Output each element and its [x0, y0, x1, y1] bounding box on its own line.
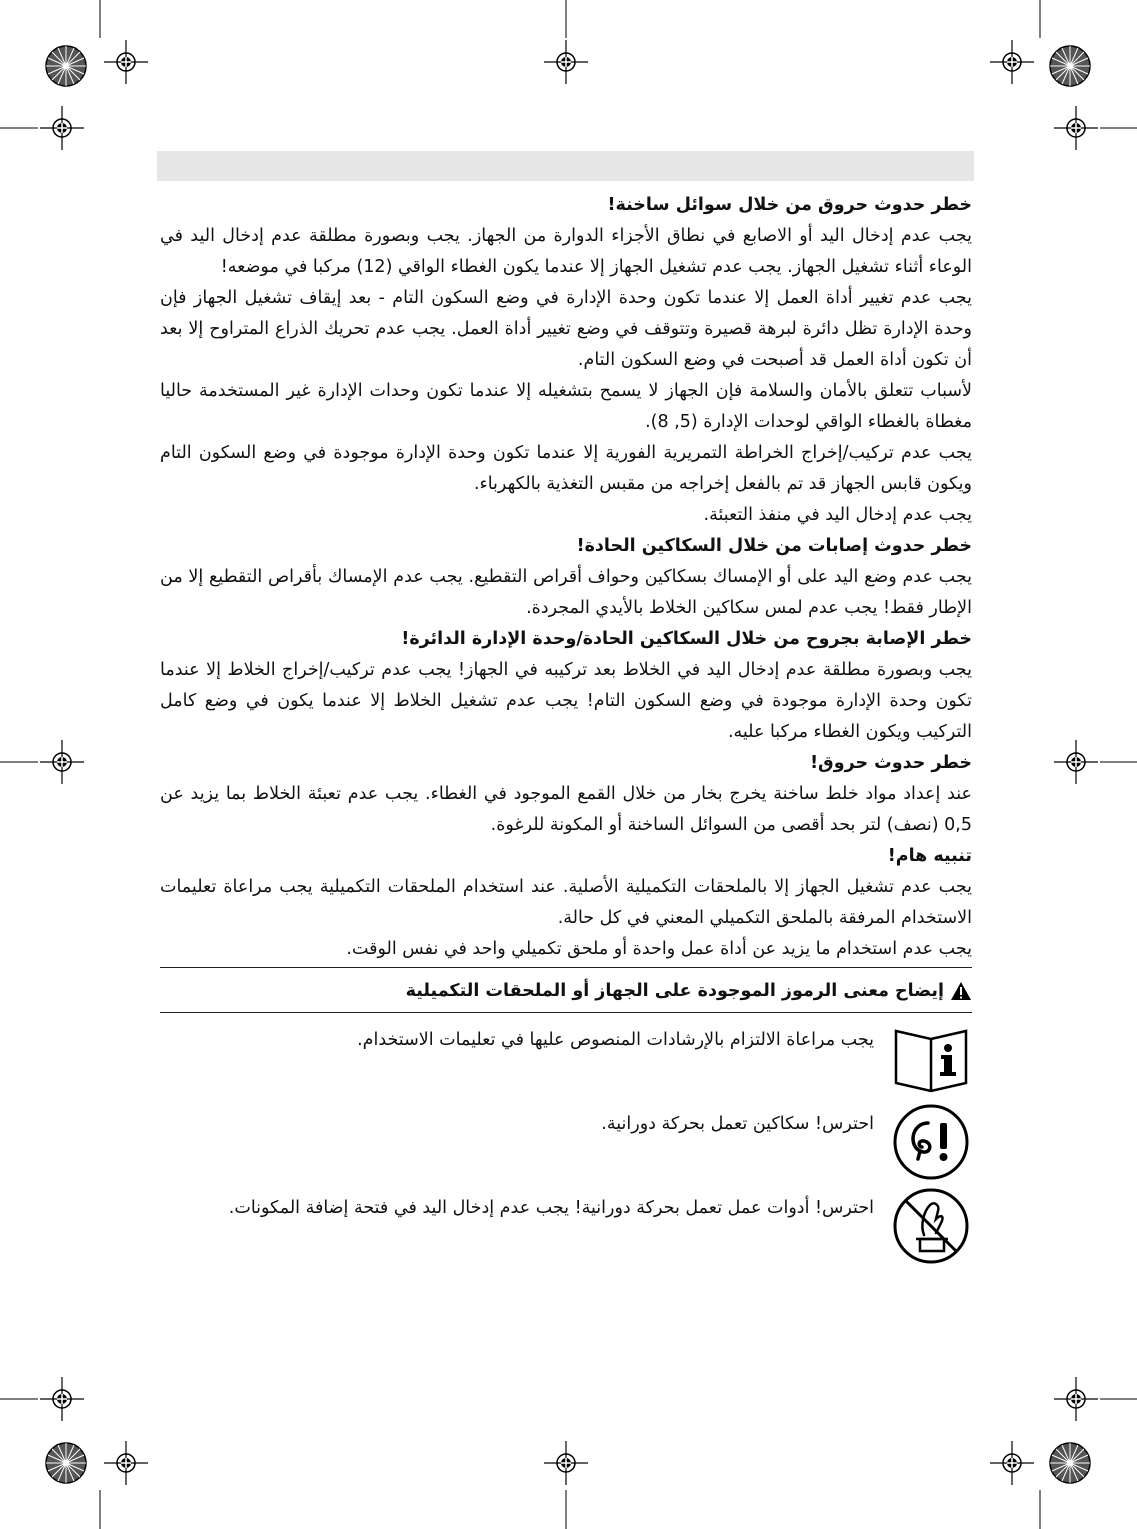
- cross-mark-right-upper: [1054, 106, 1098, 150]
- header-band: [157, 151, 974, 181]
- symbols-title: إيضاح معنى الرموز الموجودة على الجهاز أو الملحقات التكميلية: [405, 981, 944, 1001]
- paragraph: لأسباب تتعلق بالأمان والسلامة فإن الجهاز لا يسمح بتشغيله إلا عندما تكون وحدات الإدارة غير المستخدمة حاليا مغطاة بالغطاء الواقي لوحدات الإدارة (5, 8).: [160, 381, 972, 432]
- manual-info-icon: [890, 1017, 972, 1099]
- symbol-description: احترس! سكاكين تعمل بحركة دورانية.: [601, 1114, 874, 1134]
- symbol-row: [160, 1185, 972, 1267]
- section-hot-liquids: [160, 190, 972, 531]
- no-hand-in-opening-icon: [890, 1185, 972, 1267]
- paragraph: عند إعداد مواد خلط ساخنة يخرج بخار من خلال القمع الموجود في الغطاء. يجب عدم تعبئة الخلاط بما يزيد عن 0,5 (نصف) لتر بحد أقصى من السوائل الساخنة أو المكونة للرغوة.: [160, 784, 972, 835]
- divider: [160, 1012, 972, 1013]
- paragraph: يجب عدم استخدام ما يزيد عن أداة عمل واحدة أو ملحق تكميلي واحد في نفس الوقت.: [346, 939, 972, 959]
- cross-mark-left-upper: [40, 106, 84, 150]
- cross-mark-left-middle: [40, 740, 84, 784]
- divider: [160, 967, 972, 968]
- section-heading: خطر حدوث حروق من خلال سوائل ساخنة!: [607, 195, 972, 215]
- cross-mark-bottom-left: [104, 1441, 148, 1485]
- paragraph: يجب عدم تغيير أداة العمل إلا عندما تكون وحدة الإدارة في وضع السكون التام - بعد إيقاف تشغيل الجهاز فإن وحدة الإدارة تظل دائرة لبرهة قصيرة وتتوقف في وضع تغيير أداة العمل. يجب عدم تحريك الذراع المتراوح إلا بعد أن تكون أداة العمل قد أصبحت في وضع السكون التام.: [160, 288, 972, 370]
- section-heading: خطر الإصابة بجروح من خلال السكاكين الحادة/وحدة الإدارة الدائرة!: [401, 629, 972, 649]
- star-target-top-left: [46, 46, 86, 86]
- cross-mark-bottom-center: [544, 1441, 588, 1485]
- rotating-blade-warning-icon: [890, 1101, 972, 1183]
- symbol-row: [160, 1017, 972, 1099]
- symbol-description: احترس! أدوات عمل تعمل بحركة دورانية! يجب عدم إدخال اليد في فتحة إضافة المكونات.: [228, 1198, 874, 1218]
- section-sharp-blades: [160, 531, 972, 624]
- paragraph: يجب عدم تشغيل الجهاز إلا بالملحقات التكميلية الأصلية. عند استخدام الملحقات التكميلية يجب مراعاة تعليمات الاستخدام المرفقة بالملحق التكميلي المعني في كل حالة.: [160, 877, 972, 928]
- paragraph: يجب عدم تركيب/إخراج الخراطة التمريرية الفورية إلا عندما تكون وحدة الإدارة موجودة في وضع السكون التام ويكون قابس الجهاز قد تم بالفعل إخراجه من مقبس التغذية بالكهرباء.: [160, 443, 972, 494]
- paragraph: يجب عدم وضع اليد على أو الإمساك بسكاكين وحواف أقراص التقطيع. يجب عدم الإمساك بأقراص التقطيع إلا من الإطار فقط! يجب عدم لمس سكاكين الخلاط بالأيدي المجردة.: [160, 567, 972, 618]
- cross-mark-top-center: [544, 40, 588, 84]
- cross-mark-right-middle: [1054, 740, 1098, 784]
- section-heading: تنبيه هام!: [887, 846, 972, 866]
- section-blades-drive: [160, 624, 972, 748]
- paragraph: يجب عدم إدخال اليد في منفذ التعبئة.: [703, 505, 972, 525]
- paragraph: يجب عدم إدخال اليد أو الاصابع في نطاق الأجزاء الدوارة من الجهاز. يجب وبصورة مطلقة عدم إدخال اليد في الوعاء أثناء تشغيل الجهاز. يجب عدم تشغيل الجهاز إلا عندما يكون الغطاء الواقي (12) مركبا في موضعه!: [160, 226, 972, 277]
- star-target-top-right: [1050, 46, 1090, 86]
- cross-mark-right-lower: [1054, 1377, 1098, 1421]
- symbols-heading: [160, 974, 972, 1008]
- warning-triangle-icon: [950, 981, 972, 1001]
- cross-mark-left-lower: [40, 1377, 84, 1421]
- cross-mark-top-right: [990, 40, 1034, 84]
- section-heading: خطر حدوث حروق!: [810, 753, 972, 773]
- section-heading: خطر حدوث إصابات من خلال السكاكين الحادة!: [576, 536, 972, 556]
- section-burns: [160, 748, 972, 841]
- cross-mark-top-left: [104, 40, 148, 84]
- star-target-bottom-left: [46, 1443, 86, 1483]
- cross-mark-bottom-right: [990, 1441, 1034, 1485]
- star-target-bottom-right: [1050, 1443, 1090, 1483]
- symbol-description: يجب مراعاة الالتزام بالإرشادات المنصوص عليها في تعليمات الاستخدام.: [357, 1030, 874, 1050]
- symbol-row: [160, 1101, 972, 1183]
- safety-instructions: [160, 190, 972, 1267]
- section-important-note: [160, 841, 972, 965]
- paragraph: يجب وبصورة مطلقة عدم إدخال اليد في الخلاط بعد تركيبه في الجهاز! يجب عدم تركيب/إخراج الخلاط إلا عندما تكون وحدة الإدارة موجودة في وضع السكون التام! يجب عدم تشغيل الخلاط إلا عندما يكون في وضع كامل التركيب ويكون الغطاء مركبا عليه.: [160, 660, 972, 742]
